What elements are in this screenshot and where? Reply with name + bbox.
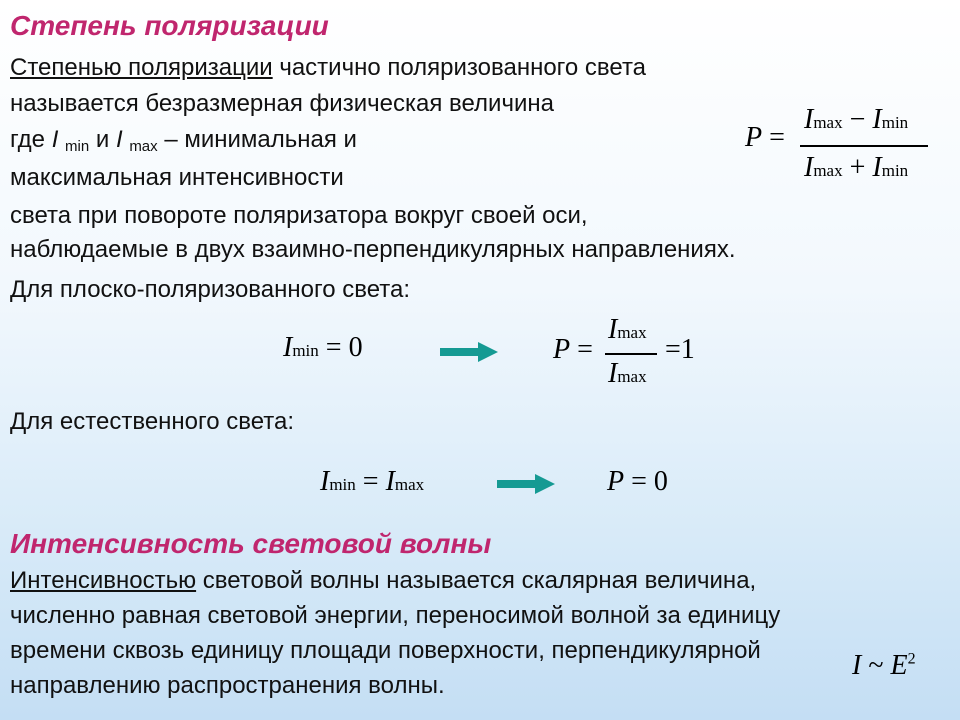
formula-p-plane-denominator: Imax: [608, 358, 647, 389]
term-intensity: Интенсивностью: [10, 567, 197, 594]
formula-p-symbol: P =: [745, 122, 785, 153]
intensity-line-4: направлению распространения волны.: [10, 672, 445, 699]
heading-light-intensity: Интенсивность световой волны: [10, 528, 492, 559]
formula-numerator: Imax − Imin: [804, 104, 909, 135]
formula-intensity-proportional: I ~ $E^2$: [852, 650, 916, 681]
formula-imin-equals-imax: Imin = Imax: [320, 466, 425, 497]
definition-line-4: максимальная интенсивности: [10, 164, 344, 191]
where-word: где: [10, 126, 52, 153]
intensity-line-1: [10, 563, 756, 599]
i-symbol: I: [51, 126, 59, 153]
definition-line-5: света при повороте поляризатора вокруг своей оси,: [10, 202, 588, 229]
and-word: и: [89, 126, 116, 153]
max-subscript: max: [129, 138, 158, 155]
intensity-line-3: времени сквозь единицу площади поверхности, перпендикулярной: [10, 637, 761, 664]
formula-p-zero: P = 0: [607, 466, 668, 497]
heading-polarization-degree: Степень поляризации: [10, 10, 329, 41]
formula-p-plane-fraction-bar: [605, 353, 657, 355]
min-subscript: min: [65, 138, 90, 155]
natural-light-label: Для естественного света:: [10, 408, 295, 435]
intensity-line-1-rest: световой волны называется скалярная величина,: [196, 567, 757, 594]
min-and-word: – минимальная и: [157, 126, 357, 153]
definition-line-2: называется безразмерная физическая величина: [10, 90, 554, 117]
definition-line-3: [10, 122, 357, 165]
arrow-right-icon: [440, 342, 498, 362]
definition-line-6: наблюдаемые в двух взаимно-перпендикулярных направлениях.: [10, 236, 736, 263]
term-polarization-degree: Степенью поляризации: [10, 54, 273, 81]
definition-line-1: [10, 50, 646, 86]
formula-p-plane-numerator: Imax: [608, 314, 647, 345]
definition-line-1-rest: частично поляризованного света: [272, 54, 647, 81]
formula-denominator: Imax + Imin: [804, 152, 909, 183]
formula-fraction-bar: [800, 145, 928, 147]
arrow-right-icon: [497, 474, 555, 494]
plane-polarized-label: Для плоско-поляризованного света:: [10, 276, 410, 303]
formula-p-plane-symbol: P =: [553, 334, 593, 365]
i-symbol: I: [115, 126, 123, 153]
formula-imin-zero: Imin = 0: [283, 332, 363, 363]
formula-p-plane-result: =1: [665, 334, 695, 365]
intensity-line-2: численно равная световой энергии, переносимой волной за единицу: [10, 602, 781, 629]
